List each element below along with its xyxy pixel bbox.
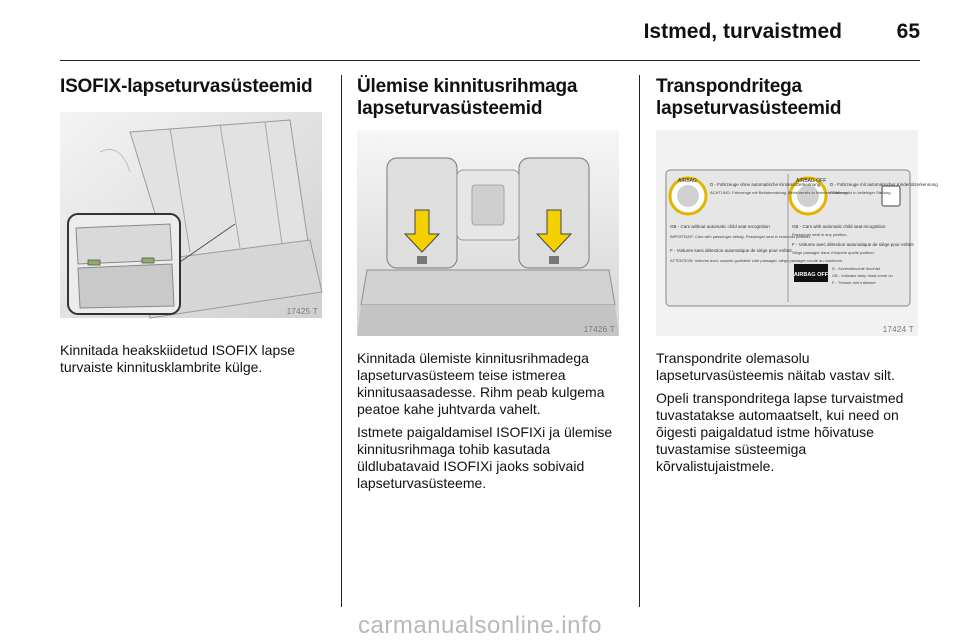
- paragraph: Kinnitada heakskiidetud ISOFIX lapse turvaiste kinnitusklambrite külge.: [60, 342, 296, 375]
- figure-top-tether: [357, 130, 619, 336]
- label-line: ACHTUNG: Fahrzeuge mit Beifahrerairbag. Beifahrersitz in hinterste Stellung.: [710, 190, 848, 195]
- column-body: [60, 342, 328, 376]
- transponder-label-illustration: [656, 130, 938, 336]
- paragraph: Transpondrite olemasolu lapseturvasüsteemis näitab vastav silt.: [656, 350, 895, 383]
- paragraph: Opeli transpondritega lapse turvaistmed tuvastatakse automaatselt, kui need on õigesti paigaldatud istme hõivatuse tuvastamise süsteemiga kõrvalistujaistmele.: [656, 390, 904, 474]
- label-line: F - Voitures sans détection automatique de siège pour enfant: [670, 248, 792, 253]
- section-title: Istmed, turvaistmed: [643, 20, 842, 43]
- column-transponder: [656, 76, 938, 481]
- label-line: ATTENTION: Voitures avec coussin gonflable côté passager, siège passager reculé au maximum.: [670, 258, 844, 263]
- label-line: GB - Cars without automatic child seat recognition: [670, 224, 770, 229]
- column-heading: Transpondritega lapseturvasüsteemid: [656, 76, 842, 119]
- column-top-tether: [357, 76, 625, 498]
- label-line: D - Fahrzeuge mit automatischer Kindersitzerkennung: [830, 182, 938, 187]
- label-line: Passenger seat in any position.: [792, 232, 848, 237]
- column-body: [357, 350, 625, 492]
- label-line: D - Kontrollleuchte leuchtet: [832, 266, 881, 271]
- figure-transponder-label: [656, 130, 938, 336]
- paragraph: Kinnitada ülemiste kinnitusrihmadega lapseturvasüsteem teise istmerea kinnitusaasadesse. Rihm peab kulgema peatoe kahe juhtvarda vahelt.: [357, 350, 605, 417]
- figure-code: 17426 T: [583, 325, 615, 334]
- right-badge-text: AIRBAG OFF: [796, 178, 827, 184]
- column-heading: Ülemise kinnitusrihmaga lapseturvasüsteemid: [357, 76, 578, 119]
- page-number: 65: [896, 20, 920, 43]
- column-isofix: [60, 76, 328, 382]
- column-divider-2: [639, 75, 640, 607]
- figure-code: 17425 T: [286, 307, 318, 316]
- label-line: F - Voitures avec détection automatique de siège pour enfant: [792, 242, 914, 247]
- paragraph: Istmete paigaldamisel ISOFIXi ja ülemise kinnitusrihmaga tohib kasutada üldlubatavaid ISOFIXi jaoks sobivaid lapseturvasüsteeme.: [357, 424, 613, 491]
- page-header: [60, 0, 920, 62]
- figure-code: 17424 T: [882, 325, 914, 334]
- label-line: GB - Indicator lamp must come on: [832, 273, 893, 278]
- label-line: Beifahrersitz in beliebiger Stellung.: [830, 190, 892, 195]
- top-tether-illustration: [357, 130, 619, 336]
- label-line: F - Témoin doit s'allumer: [832, 280, 876, 285]
- column-body: [656, 350, 922, 475]
- column-divider-1: [341, 75, 342, 607]
- figure-isofix-seat: [60, 112, 322, 318]
- label-line: D - Fahrzeuge ohne automatische Kindersitzerkennung: [710, 182, 821, 187]
- label-line: Siège passager dans n'importe quelle position.: [792, 250, 875, 255]
- left-badge-text: AIRBAG: [678, 178, 697, 184]
- label-line: IMPORTANT: Cars with passenger airbag. Passenger seat in rearmost position.: [670, 234, 811, 239]
- airbag-off-button-text: AIRBAG OFF: [793, 272, 829, 278]
- watermark: carmanualsonline.info: [358, 612, 602, 639]
- label-line: GB - Cars with automatic child seat recognition: [792, 224, 886, 229]
- column-heading: ISOFIX-lapseturvasüsteemid: [60, 76, 313, 97]
- isofix-seat-illustration: [60, 112, 322, 318]
- header-rule: [60, 60, 920, 61]
